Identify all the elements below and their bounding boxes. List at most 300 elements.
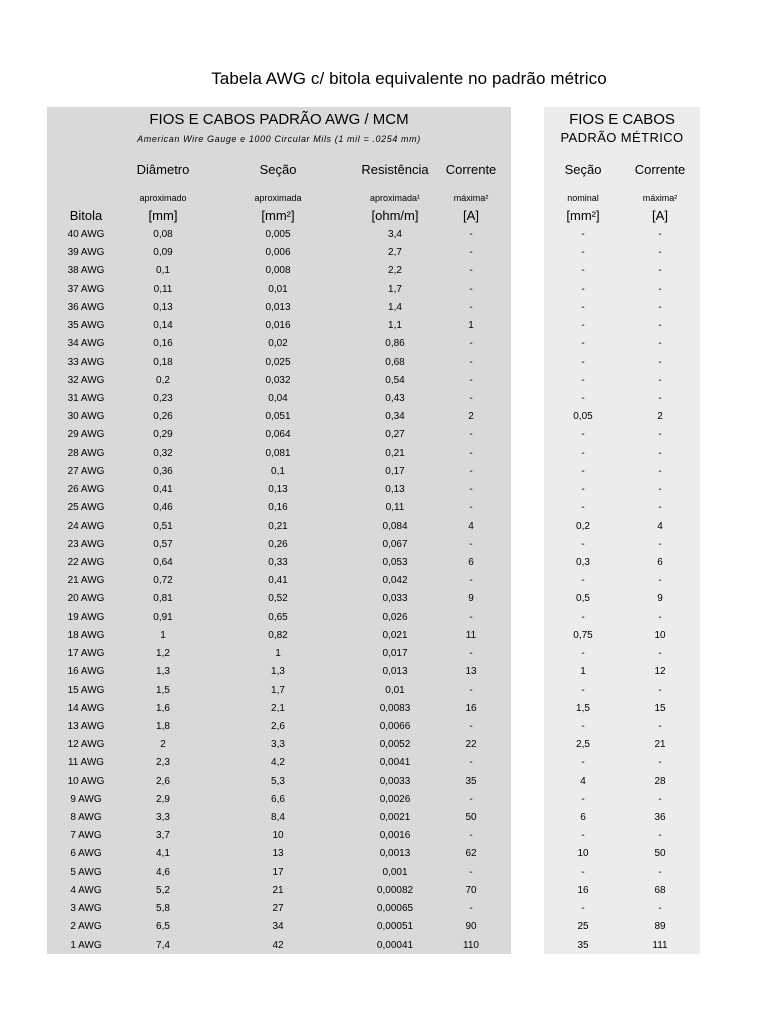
table-cell-bitola: 35 AWG (67, 320, 105, 331)
table-cell-secao: 0,01 (268, 284, 288, 295)
table-cell-corrente: 9 (468, 593, 474, 604)
table-cell-secao: 0,032 (265, 375, 291, 386)
table-cell-diametro: 5,2 (156, 885, 170, 896)
table-cell-resistencia: 0,34 (385, 411, 405, 422)
table-cell-corrente-metrica: 50 (654, 848, 666, 859)
table-cell-corrente: - (469, 375, 473, 386)
table-cell-corrente-metrica: - (658, 320, 662, 331)
table-cell-bitola: 10 AWG (67, 776, 105, 787)
table-cell-secao-nominal: - (581, 229, 585, 240)
table-cell-resistencia: 0,00051 (376, 921, 414, 932)
table-cell-corrente: 6 (468, 557, 474, 568)
table-cell-secao: 0,26 (268, 539, 288, 550)
table-cell-diametro: 0,41 (153, 484, 173, 495)
table-cell-resistencia: 1,1 (388, 320, 402, 331)
table-cell-diametro: 3,7 (156, 830, 170, 841)
table-cell-corrente-metrica: 36 (654, 812, 666, 823)
table-cell-corrente: - (469, 903, 473, 914)
table-cell-corrente-metrica: - (658, 721, 662, 732)
column-subheader-corrente: máxima² (453, 193, 489, 203)
table-cell-bitola: 8 AWG (70, 812, 102, 823)
table-cell-corrente-metrica: - (658, 357, 662, 368)
table-cell-corrente-metrica: 21 (654, 739, 666, 750)
table-cell-corrente: - (469, 575, 473, 586)
table-cell-resistencia: 0,026 (382, 612, 408, 623)
table-cell-corrente-metrica: 2 (657, 411, 663, 422)
metric-table-panel (544, 107, 700, 954)
table-cell-bitola: 13 AWG (67, 721, 105, 732)
table-cell-resistencia: 1,4 (388, 302, 402, 313)
table-cell-corrente: - (469, 229, 473, 240)
table-cell-secao-nominal: - (581, 721, 585, 732)
metric-section-heading: FIOS E CABOS (569, 111, 675, 128)
table-cell-corrente: - (469, 393, 473, 404)
table-cell-bitola: 4 AWG (70, 885, 102, 896)
table-cell-corrente: 4 (468, 521, 474, 532)
table-cell-secao: 2,1 (271, 703, 285, 714)
table-cell-secao: 13 (272, 848, 284, 859)
table-cell-secao-nominal: - (581, 484, 585, 495)
table-cell-corrente-metrica: 15 (654, 703, 666, 714)
column-header-bitola: Bitola (69, 208, 103, 223)
table-cell-bitola: 14 AWG (67, 703, 105, 714)
awg-section-heading: FIOS E CABOS PADRÃO AWG / MCM (149, 111, 409, 128)
table-cell-corrente-metrica: 28 (654, 776, 666, 787)
table-cell-corrente-metrica: - (658, 284, 662, 295)
table-cell-corrente: - (469, 721, 473, 732)
table-cell-corrente-metrica: - (658, 247, 662, 258)
table-cell-diametro: 1,2 (156, 648, 170, 659)
table-cell-secao: 0,005 (265, 229, 291, 240)
table-cell-resistencia: 0,017 (382, 648, 408, 659)
table-cell-resistencia: 0,0083 (379, 703, 411, 714)
table-cell-corrente: 50 (465, 812, 477, 823)
table-cell-resistencia: 0,033 (382, 593, 408, 604)
table-cell-corrente-metrica: 111 (652, 940, 668, 951)
table-cell-secao-nominal: 1 (580, 666, 586, 677)
table-cell-corrente-metrica: - (658, 338, 662, 349)
table-cell-diametro: 0,51 (153, 521, 173, 532)
table-cell-corrente: - (469, 448, 473, 459)
table-cell-secao: 3,3 (271, 739, 285, 750)
table-cell-bitola: 24 AWG (67, 521, 105, 532)
table-cell-corrente: - (469, 830, 473, 841)
column-header-secao-nominal: Seção (564, 162, 602, 177)
table-cell-secao: 0,051 (265, 411, 291, 422)
table-cell-diametro: 0,64 (153, 557, 173, 568)
table-cell-diametro: 2,3 (156, 757, 170, 768)
table-cell-bitola: 16 AWG (67, 666, 105, 677)
table-cell-diametro: 0,46 (153, 502, 173, 513)
table-cell-secao: 2,6 (271, 721, 285, 732)
table-cell-secao-nominal: - (581, 685, 585, 696)
table-cell-secao: 0,16 (268, 502, 288, 513)
table-cell-corrente-metrica: - (658, 794, 662, 805)
table-cell-secao: 0,21 (268, 521, 288, 532)
table-cell-diametro: 0,08 (153, 229, 173, 240)
table-cell-secao-nominal: - (581, 284, 585, 295)
table-cell-corrente: - (469, 794, 473, 805)
table-cell-secao-nominal: 0,5 (576, 593, 590, 604)
table-cell-diametro: 1,5 (156, 685, 170, 696)
table-cell-secao-nominal: 2,5 (576, 739, 590, 750)
table-cell-diametro: 4,6 (156, 867, 170, 878)
table-cell-corrente: - (469, 612, 473, 623)
table-cell-corrente: - (469, 429, 473, 440)
table-cell-resistencia: 0,001 (382, 867, 408, 878)
table-cell-corrente: - (469, 247, 473, 258)
table-cell-resistencia: 0,0066 (379, 721, 411, 732)
table-cell-diametro: 7,4 (156, 940, 170, 951)
table-cell-bitola: 39 AWG (67, 247, 105, 258)
column-subheader-secao: aproximada (254, 193, 302, 203)
table-cell-bitola: 18 AWG (67, 630, 105, 641)
column-unit-corrente: [A] (463, 208, 479, 223)
table-cell-diametro: 0,14 (153, 320, 173, 331)
table-cell-resistencia: 0,0013 (379, 848, 411, 859)
table-cell-bitola: 5 AWG (70, 867, 102, 878)
table-cell-secao: 0,016 (265, 320, 291, 331)
table-cell-bitola: 21 AWG (67, 575, 105, 586)
table-cell-resistencia: 0,0026 (379, 794, 411, 805)
column-header-secao: Seção (259, 162, 297, 177)
table-cell-secao-nominal: 0,05 (573, 411, 593, 422)
table-cell-corrente-metrica: - (658, 375, 662, 386)
table-cell-corrente-metrica: - (658, 867, 662, 878)
table-cell-secao: 0,064 (265, 429, 291, 440)
table-cell-bitola: 20 AWG (67, 593, 105, 604)
table-cell-secao: 5,3 (271, 776, 285, 787)
table-cell-resistencia: 3,4 (388, 229, 402, 240)
table-cell-diametro: 0,57 (153, 539, 173, 550)
table-cell-resistencia: 0,0041 (379, 757, 411, 768)
table-cell-secao: 0,33 (268, 557, 288, 568)
table-cell-bitola: 40 AWG (67, 229, 105, 240)
table-cell-corrente-metrica: - (658, 484, 662, 495)
table-cell-resistencia: 0,00041 (376, 940, 414, 951)
table-cell-diametro: 1,3 (156, 666, 170, 677)
table-cell-bitola: 33 AWG (67, 357, 105, 368)
table-cell-secao-nominal: - (581, 575, 585, 586)
table-cell-bitola: 32 AWG (67, 375, 105, 386)
table-cell-secao-nominal: - (581, 375, 585, 386)
table-cell-diametro: 0,81 (153, 593, 173, 604)
table-cell-corrente: - (469, 539, 473, 550)
table-cell-resistencia: 0,54 (385, 375, 405, 386)
table-cell-bitola: 17 AWG (67, 648, 105, 659)
table-cell-diametro: 0,13 (153, 302, 173, 313)
column-subheader-diametro: aproximado (139, 193, 187, 203)
table-cell-bitola: 6 AWG (70, 848, 102, 859)
table-cell-secao-nominal: - (581, 393, 585, 404)
table-cell-secao-nominal: - (581, 247, 585, 258)
table-cell-secao: 0,081 (265, 448, 291, 459)
table-cell-secao: 0,82 (268, 630, 288, 641)
table-cell-corrente: - (469, 685, 473, 696)
table-cell-secao-nominal: - (581, 794, 585, 805)
table-cell-secao: 17 (272, 867, 284, 878)
table-cell-resistencia: 0,13 (385, 484, 405, 495)
table-cell-secao-nominal: 25 (577, 921, 589, 932)
metric-section-subheading: PADRÃO MÉTRICO (560, 130, 684, 145)
table-cell-secao-nominal: - (581, 502, 585, 513)
column-unit-secao-nominal: [mm²] (566, 208, 600, 223)
table-cell-corrente-metrica: 4 (657, 521, 663, 532)
table-cell-bitola: 15 AWG (67, 685, 105, 696)
table-cell-secao-nominal: - (581, 448, 585, 459)
table-cell-resistencia: 0,042 (382, 575, 408, 586)
table-cell-secao-nominal: - (581, 612, 585, 623)
table-cell-resistencia: 2,7 (388, 247, 402, 258)
table-cell-resistencia: 0,43 (385, 393, 405, 404)
column-unit-corrente-metrica: [A] (652, 208, 668, 223)
table-cell-secao-nominal: 0,2 (576, 521, 590, 532)
table-cell-resistencia: 2,2 (388, 265, 402, 276)
table-cell-secao: 21 (272, 885, 284, 896)
column-unit-resistencia: [ohm/m] (371, 208, 419, 223)
table-cell-corrente: 35 (465, 776, 477, 787)
table-cell-secao-nominal: - (581, 338, 585, 349)
table-cell-secao-nominal: 6 (580, 812, 586, 823)
table-cell-diametro: 0,91 (153, 612, 173, 623)
table-cell-corrente-metrica: - (658, 229, 662, 240)
table-cell-bitola: 36 AWG (67, 302, 105, 313)
table-cell-bitola: 28 AWG (67, 448, 105, 459)
table-cell-corrente-metrica: 68 (654, 885, 666, 896)
table-cell-secao: 0,52 (268, 593, 288, 604)
table-cell-secao: 42 (272, 940, 284, 951)
table-cell-resistencia: 0,68 (385, 357, 405, 368)
table-cell-diametro: 0,29 (153, 429, 173, 440)
table-cell-diametro: 4,1 (156, 848, 170, 859)
table-cell-corrente-metrica: - (658, 830, 662, 841)
column-header-corrente: Corrente (445, 162, 497, 177)
table-cell-corrente: - (469, 466, 473, 477)
column-header-resistencia: Resistência (361, 162, 429, 177)
table-cell-secao-nominal: 4 (580, 776, 586, 787)
table-cell-secao: 8,4 (271, 812, 285, 823)
table-cell-resistencia: 0,0016 (379, 830, 411, 841)
table-cell-corrente-metrica: - (658, 539, 662, 550)
table-cell-bitola: 12 AWG (67, 739, 105, 750)
table-cell-corrente-metrica: - (658, 575, 662, 586)
table-cell-corrente: - (469, 284, 473, 295)
table-cell-resistencia: 0,021 (382, 630, 408, 641)
table-cell-corrente: - (469, 302, 473, 313)
column-subheader-secao-nominal: nominal (567, 193, 599, 203)
table-cell-bitola: 7 AWG (70, 830, 102, 841)
table-cell-corrente-metrica: 9 (657, 593, 663, 604)
table-cell-diametro: 2,6 (156, 776, 170, 787)
table-cell-diametro: 1,6 (156, 703, 170, 714)
table-cell-secao-nominal: - (581, 867, 585, 878)
table-cell-secao-nominal: 16 (577, 885, 589, 896)
table-cell-bitola: 9 AWG (70, 794, 102, 805)
table-cell-corrente-metrica: 10 (654, 630, 666, 641)
table-cell-corrente-metrica: - (658, 302, 662, 313)
table-cell-resistencia: 0,0052 (379, 739, 411, 750)
table-cell-diametro: 1,8 (156, 721, 170, 732)
table-cell-diametro: 0,36 (153, 466, 173, 477)
table-cell-corrente-metrica: 12 (654, 666, 666, 677)
table-cell-bitola: 23 AWG (67, 539, 105, 550)
table-cell-corrente: 1 (468, 320, 474, 331)
table-cell-secao-nominal: - (581, 539, 585, 550)
table-cell-corrente: 2 (468, 411, 474, 422)
column-header-diametro: Diâmetro (136, 162, 190, 177)
table-cell-corrente-metrica: - (658, 685, 662, 696)
table-cell-bitola: 22 AWG (67, 557, 105, 568)
column-header-corrente-metrica: Corrente (634, 162, 686, 177)
table-cell-corrente-metrica: 89 (654, 921, 666, 932)
table-cell-corrente: - (469, 357, 473, 368)
table-cell-bitola: 31 AWG (67, 393, 105, 404)
column-unit-secao: [mm²] (261, 208, 295, 223)
table-cell-secao-nominal: - (581, 466, 585, 477)
table-cell-secao: 0,02 (268, 338, 288, 349)
column-subheader-corrente-metrica: máxima² (642, 193, 678, 203)
table-cell-diametro: 0,32 (153, 448, 173, 459)
table-cell-diametro: 0,16 (153, 338, 173, 349)
table-cell-resistencia: 0,053 (382, 557, 408, 568)
table-cell-secao-nominal: - (581, 648, 585, 659)
table-cell-secao: 0,1 (271, 466, 285, 477)
table-cell-corrente-metrica: - (658, 393, 662, 404)
table-cell-resistencia: 0,86 (385, 338, 405, 349)
table-cell-corrente: - (469, 757, 473, 768)
table-cell-secao-nominal: - (581, 903, 585, 914)
table-cell-secao-nominal: 0,3 (576, 557, 590, 568)
table-cell-secao-nominal: - (581, 320, 585, 331)
table-cell-diametro: 0,18 (153, 357, 173, 368)
page-title: Tabela AWG c/ bitola equivalente no padrão métrico (211, 69, 607, 88)
table-cell-secao-nominal: 35 (577, 940, 589, 951)
table-cell-secao: 0,013 (265, 302, 291, 313)
table-cell-diametro: 0,2 (156, 375, 170, 386)
table-cell-corrente-metrica: - (658, 502, 662, 513)
table-cell-bitola: 3 AWG (70, 903, 102, 914)
table-cell-bitola: 34 AWG (67, 338, 105, 349)
table-cell-diametro: 5,8 (156, 903, 170, 914)
table-cell-secao: 0,13 (268, 484, 288, 495)
table-cell-secao: 34 (272, 921, 284, 932)
table-cell-diametro: 6,5 (156, 921, 170, 932)
table-cell-bitola: 11 AWG (67, 757, 105, 768)
table-cell-bitola: 38 AWG (67, 265, 105, 276)
table-cell-bitola: 1 AWG (70, 940, 102, 951)
table-cell-bitola: 30 AWG (67, 411, 105, 422)
table-cell-corrente: - (469, 502, 473, 513)
table-cell-bitola: 2 AWG (70, 921, 102, 932)
table-cell-corrente-metrica: 6 (657, 557, 663, 568)
table-cell-corrente: 90 (465, 921, 477, 932)
table-cell-resistencia: 0,17 (385, 466, 405, 477)
column-subheader-resistencia: aproximada¹ (369, 193, 421, 203)
table-cell-corrente: - (469, 648, 473, 659)
table-cell-bitola: 27 AWG (67, 466, 105, 477)
table-cell-secao: 1 (275, 648, 281, 659)
table-cell-secao: 1,7 (271, 685, 285, 696)
table-cell-bitola: 19 AWG (67, 612, 105, 623)
table-cell-secao: 0,41 (268, 575, 288, 586)
table-cell-corrente: - (469, 338, 473, 349)
table-cell-secao-nominal: - (581, 757, 585, 768)
table-cell-bitola: 26 AWG (67, 484, 105, 495)
table-cell-diametro: 0,72 (153, 575, 173, 586)
table-cell-corrente: 16 (465, 703, 477, 714)
table-cell-secao-nominal: 10 (577, 848, 589, 859)
table-cell-secao: 6,6 (271, 794, 285, 805)
table-cell-resistencia: 0,067 (382, 539, 408, 550)
table-cell-diametro: 0,26 (153, 411, 173, 422)
table-cell-corrente: 70 (465, 885, 477, 896)
table-cell-resistencia: 0,00082 (376, 885, 414, 896)
table-cell-secao: 0,04 (268, 393, 288, 404)
table-cell-corrente: 11 (465, 630, 477, 641)
table-cell-corrente-metrica: - (658, 612, 662, 623)
table-cell-diametro: 0,09 (153, 247, 173, 258)
table-cell-resistencia: 0,013 (382, 666, 408, 677)
table-cell-corrente-metrica: - (658, 648, 662, 659)
table-cell-diametro: 2 (160, 739, 166, 750)
table-cell-corrente: 13 (465, 666, 477, 677)
table-cell-secao: 1,3 (271, 666, 285, 677)
table-cell-secao-nominal: 1,5 (576, 703, 590, 714)
table-cell-bitola: 37 AWG (67, 284, 105, 295)
table-cell-corrente: - (469, 265, 473, 276)
table-cell-diametro: 0,23 (153, 393, 173, 404)
table-cell-corrente-metrica: - (658, 466, 662, 477)
table-cell-resistencia: 0,21 (385, 448, 405, 459)
table-cell-corrente-metrica: - (658, 757, 662, 768)
table-cell-resistencia: 0,11 (385, 502, 405, 513)
table-cell-corrente: 62 (465, 848, 477, 859)
table-cell-secao-nominal: - (581, 265, 585, 276)
table-cell-secao-nominal: - (581, 302, 585, 313)
table-cell-secao: 0,025 (265, 357, 291, 368)
table-cell-bitola: 29 AWG (67, 429, 105, 440)
table-cell-corrente: 22 (465, 739, 477, 750)
table-cell-secao-nominal: 0,75 (573, 630, 593, 641)
column-unit-diametro: [mm] (148, 208, 178, 223)
table-cell-corrente: 110 (463, 940, 479, 951)
table-cell-resistencia: 0,27 (385, 429, 405, 440)
table-cell-secao: 10 (272, 830, 284, 841)
awg-section-subheading: American Wire Gauge e 1000 Circular Mils (1 mil = .0254 mm) (137, 134, 421, 144)
table-cell-corrente: - (469, 867, 473, 878)
table-cell-diametro: 0,11 (153, 284, 173, 295)
table-cell-diametro: 1 (160, 630, 166, 641)
table-cell-resistencia: 1,7 (388, 284, 402, 295)
table-cell-secao-nominal: - (581, 429, 585, 440)
table-cell-diametro: 0,1 (156, 265, 170, 276)
table-cell-corrente: - (469, 484, 473, 495)
table-cell-secao: 0,006 (265, 247, 291, 258)
table-cell-resistencia: 0,00065 (376, 903, 414, 914)
table-cell-corrente-metrica: - (658, 448, 662, 459)
table-cell-corrente-metrica: - (658, 903, 662, 914)
table-cell-secao-nominal: - (581, 830, 585, 841)
table-cell-secao: 0,008 (265, 265, 291, 276)
table-cell-bitola: 25 AWG (67, 502, 105, 513)
table-cell-secao: 0,65 (268, 612, 288, 623)
table-cell-corrente-metrica: - (658, 429, 662, 440)
table-cell-secao-nominal: - (581, 357, 585, 368)
table-cell-resistencia: 0,084 (382, 521, 408, 532)
table-cell-diametro: 2,9 (156, 794, 170, 805)
table-cell-diametro: 3,3 (156, 812, 170, 823)
table-cell-resistencia: 0,0033 (379, 776, 411, 787)
